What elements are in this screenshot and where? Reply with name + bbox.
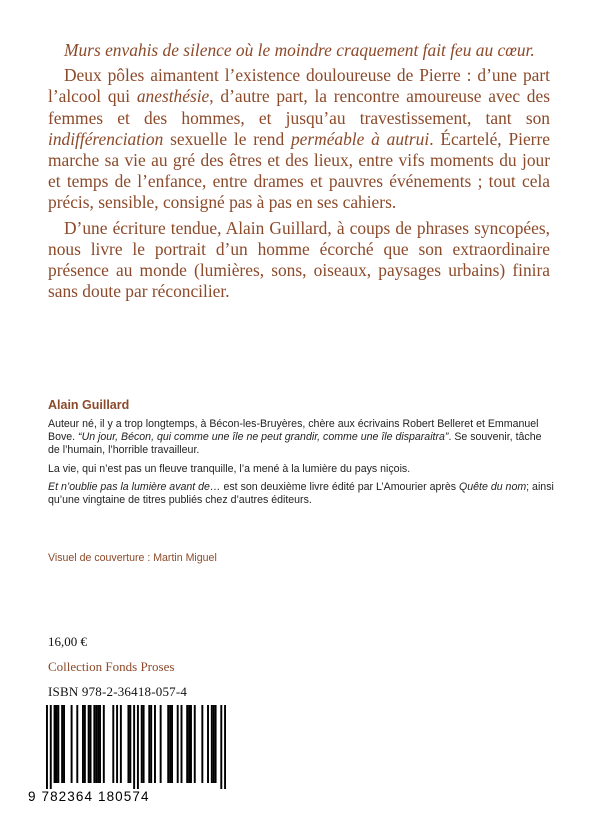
blurb-text: . Écartelé, Pierre marche sa vie au gré des êtres et des lieux, entre vifs moments du jour et temps de l’enfance, entre drames et pauvres événements ; tout cela précis, sensible, consigné pas à pas en ses cahiers. xyxy=(48,128,550,213)
cover-credit: Visuel de couverture : Martin Miguel xyxy=(48,552,217,564)
bio-paragraph-1 xyxy=(48,418,554,458)
barcode-bar xyxy=(169,705,171,783)
bio-text: Auteur né, il y a trop longtemps, à Bécon-les-Bruyères, chère aux écrivains Robert Belleret et Emmanuel Bove. xyxy=(48,418,539,444)
blurb-text: sexuelle le rend xyxy=(163,128,291,149)
blurb-lead: Murs envahis de silence où le moindre craquement fait feu au cœur. xyxy=(64,40,535,60)
bio-text: ; ainsi qu’une vingtaine de titres publiés chez d’autres éditeurs. xyxy=(48,480,554,507)
collection-name: Collection Fonds Proses xyxy=(48,659,175,674)
barcode-bar xyxy=(97,705,99,783)
barcode-bar xyxy=(50,705,52,789)
author-heading: Alain Guillard xyxy=(48,398,130,412)
barcode-bar xyxy=(112,705,114,783)
blurb-paragraph-2 xyxy=(48,65,550,213)
barcode-bar xyxy=(116,705,118,783)
bio-paragraph-3 xyxy=(48,481,554,507)
barcode-bar xyxy=(171,705,173,783)
barcode-bar xyxy=(61,705,63,783)
blurb xyxy=(48,40,550,302)
barcode-bar xyxy=(133,705,135,789)
barcode-bar xyxy=(55,705,57,783)
barcode-bar xyxy=(167,705,169,783)
barcode xyxy=(28,705,228,803)
barcode-bar xyxy=(95,705,97,783)
blurb-text: , d’autre part, la rencontre amoureuse avec des femmes et des hommes, et jusqu’au travestissement, tant son xyxy=(48,86,550,128)
bio-text: est son deuxième livre édité par L’Amourier après xyxy=(220,480,460,493)
barcode-bar xyxy=(137,705,139,789)
barcode-bar xyxy=(71,705,73,783)
barcode-bar xyxy=(207,705,209,783)
barcode-bar xyxy=(213,705,215,783)
barcode-bar xyxy=(82,705,84,783)
author-bio xyxy=(48,418,554,512)
barcode-bar xyxy=(224,705,226,789)
blurb-italic: perméable à autrui xyxy=(290,128,430,149)
bio-italic: Et n’oublie pas la lumière avant de… xyxy=(48,480,221,493)
isbn: ISBN 978-2-36418-057-4 xyxy=(48,684,188,699)
barcode-bar xyxy=(90,705,92,783)
barcode-bar xyxy=(76,705,78,783)
blurb-italic: indifférenciation xyxy=(48,128,164,149)
barcode-bar xyxy=(181,705,183,783)
barcode-bar xyxy=(186,705,188,783)
barcode-bar xyxy=(143,705,145,783)
barcode-digits: 9 782364 180574 xyxy=(28,789,150,804)
price: 16,00 € xyxy=(48,634,87,649)
barcode-bar xyxy=(99,705,101,783)
barcode-bar xyxy=(120,705,122,783)
barcode-bar xyxy=(127,705,129,783)
blurb-text: Deux pôles aimantent l’existence douloureuse de Pierre : d’une part l’alcool qui xyxy=(48,65,550,107)
barcode-bar xyxy=(84,705,86,783)
barcode-bar xyxy=(103,705,105,783)
bio-italic: “Un jour, Bécon, qui comme une île ne peut grandir, comme une île disparaitra” xyxy=(78,431,449,444)
barcode-bar xyxy=(194,705,196,783)
barcode-bar xyxy=(190,705,192,783)
barcode-bar xyxy=(220,705,222,789)
barcode-bar xyxy=(177,705,179,783)
barcode-bar xyxy=(93,705,95,783)
barcode-bar xyxy=(88,705,90,783)
bio-italic: Quête du nom xyxy=(459,480,527,493)
barcode-bar xyxy=(211,705,213,783)
barcode-bar xyxy=(215,705,217,783)
barcode-bar xyxy=(46,705,48,789)
barcode-bar xyxy=(63,705,65,783)
barcode-icon xyxy=(46,705,226,789)
bio-text: . Se souvenir, tâche de l’humain, l’horrible travailleur. xyxy=(48,431,542,457)
barcode-bar xyxy=(54,705,56,783)
barcode-bar xyxy=(57,705,59,783)
barcode-bar xyxy=(154,705,156,783)
barcode-bar xyxy=(150,705,152,783)
blurb-paragraph-3: D’une écriture tendue, Alain Guillard, à coups de phrases syncopées, nous livre le portrait d’un homme écorché que son extraordinaire présence au monde (lumières, sons, oiseaux, paysages urbains) finira sans doute par réconcilier. xyxy=(48,217,550,302)
bio-paragraph-2: La vie, qui n’est pas un fleuve tranquille, l’a mené à la lumière du pays niçois. xyxy=(48,462,411,475)
blurb-italic: anesthésie xyxy=(136,86,210,107)
barcode-bar xyxy=(129,705,131,783)
barcode-bar xyxy=(160,705,162,783)
barcode-bar xyxy=(201,705,203,783)
barcode-bar xyxy=(141,705,143,783)
barcode-bar xyxy=(188,705,190,783)
barcode-bar xyxy=(148,705,150,783)
